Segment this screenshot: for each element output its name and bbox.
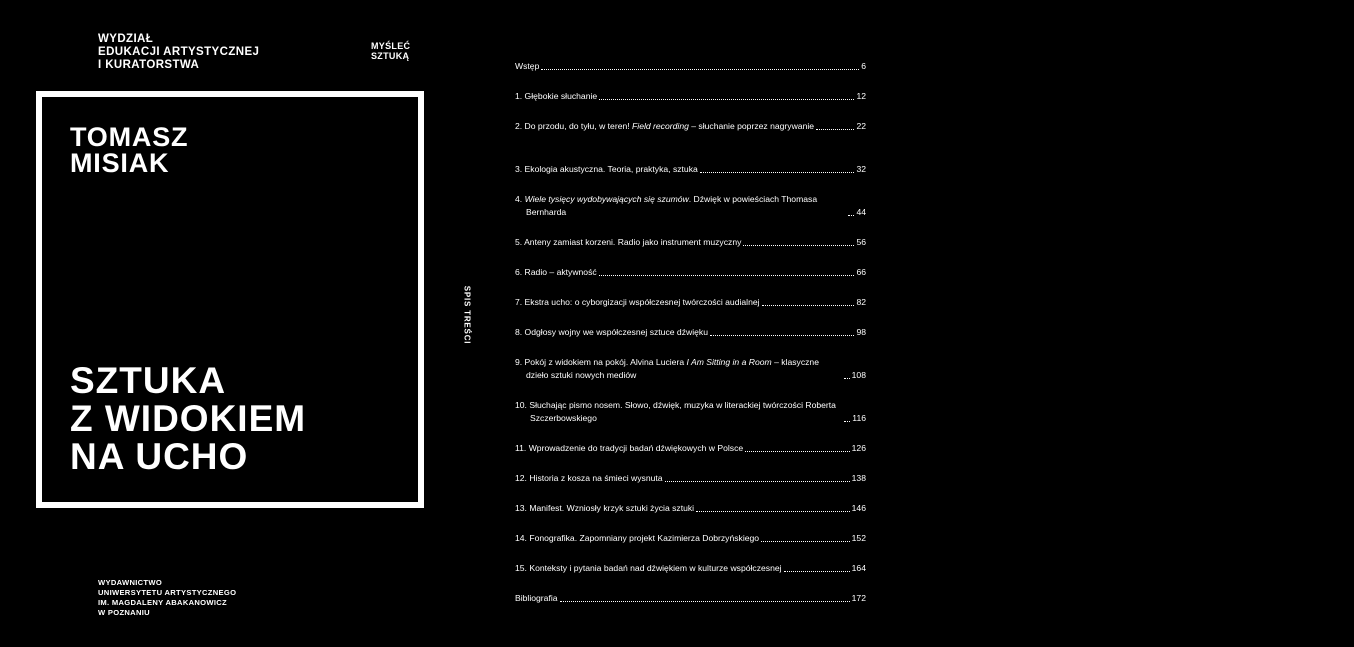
toc-page-number: 56 — [856, 237, 866, 247]
toc-page-number: 172 — [851, 593, 866, 603]
toc-dot-leader — [844, 378, 850, 379]
toc-dot-leader — [784, 571, 850, 572]
toc-dot-leader — [816, 129, 854, 130]
toc-dot-leader — [761, 541, 850, 542]
toc-page-number: 146 — [851, 503, 866, 513]
cover-frame — [36, 91, 424, 508]
toc-dot-leader — [700, 172, 855, 173]
toc-page-number: 32 — [856, 164, 866, 174]
toc-entry-title: 6. Radio – aktywność — [515, 267, 597, 277]
faculty-name: WYDZIAŁ EDUKACJI ARTYSTYCZNEJ I KURATORSTWA — [98, 33, 260, 71]
toc-entry-title: 9. Pokój z widokiem na pokój. Alvina Luciera I Am Sitting in a Room – klasyczne dzieło sztuki nowych mediów — [515, 357, 819, 380]
toc-dot-leader — [848, 215, 854, 216]
toc-entry — [515, 90, 866, 103]
toc-entry — [515, 296, 866, 309]
toc-page-number: 164 — [851, 563, 866, 573]
toc-entry-title: 2. Do przodu, do tyłu, w teren! Field recording – słuchanie poprzez nagrywanie — [515, 121, 815, 131]
toc-page-number: 6 — [861, 61, 866, 71]
toc-entry — [515, 502, 866, 515]
toc-page-number: 66 — [856, 267, 866, 277]
toc-entry-title: 10. Słuchając pismo nosem. Słowo, dźwięk, muzyka w literackiej twórczości Roberta Szczerbowskiego — [515, 400, 836, 423]
toc-dot-leader — [745, 451, 849, 452]
toc-page-number: 152 — [851, 533, 866, 543]
toc-entry — [515, 532, 866, 545]
toc-entry-title: 8. Odgłosy wojny we współczesnej sztuce dźwięku — [515, 327, 708, 337]
toc-dot-leader — [844, 421, 850, 422]
toc-entry-title: 11. Wprowadzenie do tradycji badań dźwiękowych w Polsce — [515, 443, 744, 453]
publisher-name: WYDAWNICTWO UNIWERSYTETU ARTYSTYCZNEGO IM. MAGDALENY ABAKANOWICZ W POZNANIU — [98, 578, 237, 617]
toc-page-number: 44 — [856, 207, 866, 217]
toc-page-number: 108 — [851, 370, 866, 380]
author-name: TOMASZ MISIAK — [70, 122, 189, 178]
toc-page-number: 138 — [851, 473, 866, 483]
toc-entry — [515, 266, 866, 279]
toc-dot-leader — [560, 601, 850, 602]
spine-label: SPIS TREŚCI — [462, 285, 472, 345]
toc-entry — [515, 60, 866, 73]
toc-page-number: 12 — [856, 91, 866, 101]
toc-page-number: 22 — [856, 121, 866, 131]
toc-entry — [515, 472, 866, 485]
toc-entry-title: 4. Wiele tysięcy wydobywających się szumów. Dźwięk w powieściach Thomasa Bernharda — [515, 194, 818, 217]
toc-dot-leader — [696, 511, 850, 512]
toc-entry-title: 3. Ekologia akustyczna. Teoria, praktyka, sztuka — [515, 164, 698, 174]
toc-entry-title: 1. Głębokie słuchanie — [515, 91, 598, 101]
toc-dot-leader — [599, 275, 855, 276]
toc-page-number: 82 — [856, 297, 866, 307]
toc-entry — [515, 163, 866, 176]
toc-dot-leader — [762, 305, 855, 306]
toc-entry — [515, 236, 866, 249]
toc-entry — [515, 193, 866, 219]
toc-entry-title: 13. Manifest. Wzniosły krzyk sztuki życia sztuki — [515, 503, 695, 513]
toc-entry — [515, 562, 866, 575]
toc-entry-title: Wstęp — [515, 61, 540, 71]
toc-entry-title: 5. Anteny zamiast korzeni. Radio jako instrument muzyczny — [515, 237, 742, 247]
toc-entry-title: 12. Historia z kosza na śmieci wysnuta — [515, 473, 663, 483]
toc-entry — [515, 326, 866, 339]
toc-entry-title: 7. Ekstra ucho: o cyborgizacji współczesnej twórczości audialnej — [515, 297, 760, 307]
toc-entry — [515, 442, 866, 455]
toc-entry — [515, 399, 866, 425]
slogan: MYŚLEĆ SZTUKĄ — [371, 41, 411, 61]
toc-dot-leader — [665, 481, 850, 482]
toc-page-number: 126 — [851, 443, 866, 453]
toc-entry — [515, 592, 866, 605]
toc-page-number: 116 — [852, 413, 866, 423]
toc-entry-title: 14. Fonografika. Zapomniany projekt Kazimierza Dobrzyńskiego — [515, 533, 760, 543]
toc-page-number: 98 — [856, 327, 866, 337]
toc-entry-title: 15. Konteksty i pytania badań nad dźwiękiem w kulturze współczesnej — [515, 563, 782, 573]
toc-dot-leader — [541, 69, 859, 70]
toc-entry — [515, 120, 866, 133]
toc-entry — [515, 356, 866, 382]
toc-dot-leader — [743, 245, 854, 246]
toc-dot-leader — [710, 335, 854, 336]
toc-dot-leader — [599, 99, 854, 100]
toc-entry-title: Bibliografia — [515, 593, 558, 603]
book-title: SZTUKA Z WIDOKIEM NA UCHO — [70, 360, 307, 477]
